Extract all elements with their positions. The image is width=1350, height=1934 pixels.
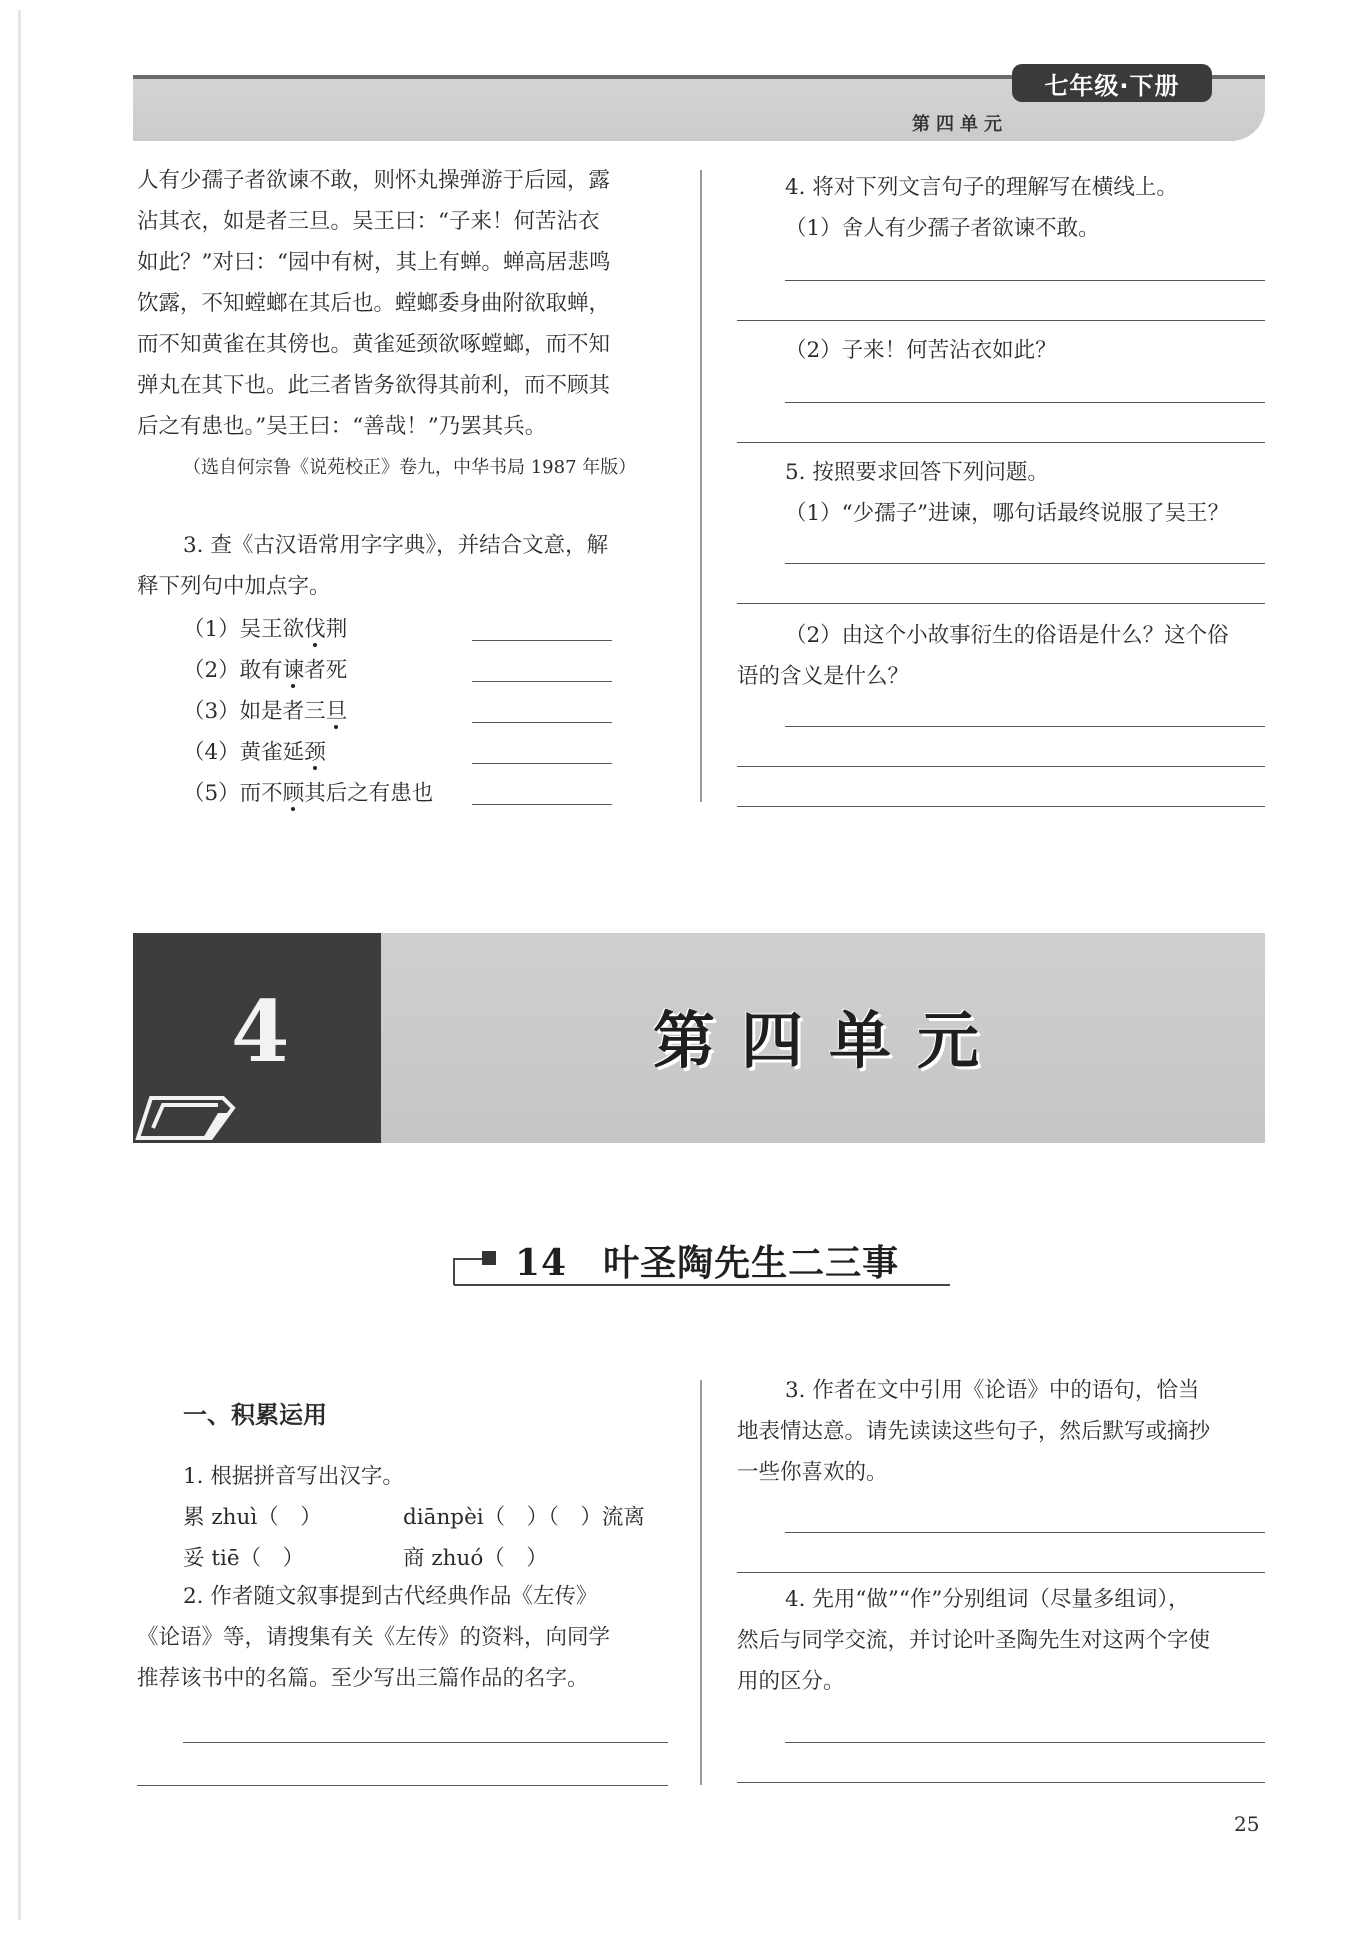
- passage-line: 人有少孺子者欲谏不敢，则怀丸操弹游于后园，露: [137, 168, 611, 193]
- answer-line[interactable]: [785, 1532, 1265, 1533]
- answer-line[interactable]: [737, 766, 1265, 767]
- s1-q2-line: 2. 作者随文叙事提到古代经典作品《左传》: [183, 1584, 598, 1609]
- section-heading: 一、积累运用: [183, 1401, 327, 1429]
- answer-line[interactable]: [472, 804, 612, 805]
- question-3: [137, 525, 677, 607]
- s1-q4-line: 用的区分。: [737, 1669, 845, 1694]
- dotted-char: 伐: [304, 612, 326, 643]
- pinyin-item: 妥 tiē（ ）: [183, 1546, 305, 1571]
- q3-item-text: 者死: [304, 658, 348, 683]
- passage-line: 弹丸在其下也。此三者皆务欲得其前利，而不顾其: [137, 373, 611, 398]
- dotted-char: 颈: [304, 735, 326, 766]
- answer-line[interactable]: [472, 722, 612, 723]
- answer-line[interactable]: [785, 1742, 1265, 1743]
- q4-item-1: （1）舍人有少孺子者欲谏不敢。: [785, 216, 1100, 241]
- s1-q4-line: 然后与同学交流，并讨论叶圣陶先生对这两个字使: [737, 1628, 1211, 1653]
- page-edge: [18, 10, 21, 1920]
- passage-line: 而不知黄雀在其傍也。黄雀延颈欲啄螳螂，而不知: [137, 332, 611, 357]
- s1-q1-title: 1. 根据拼音写出汉字。: [183, 1464, 404, 1489]
- unit-banner: [133, 933, 1265, 1143]
- dotted-char: 谏: [283, 653, 305, 684]
- passage-line: 如此？”对曰：“园中有树，其上有蝉。蝉高居悲鸣: [137, 250, 611, 275]
- q3-item-text: （4）黄雀延: [183, 740, 305, 765]
- dotted-char: 顾: [283, 776, 305, 807]
- s1-question-2: [137, 1576, 677, 1699]
- q3-item-text: （5）而不: [183, 781, 283, 806]
- grade-tab: 七年级·下册: [1012, 64, 1212, 102]
- q3-item-text: 其后之有患也: [304, 781, 434, 806]
- q3-item-3: [183, 694, 347, 725]
- q3-item-4: [183, 735, 326, 766]
- folder-icon: [133, 933, 381, 1143]
- s1-q2-line: 推荐该书中的名篇。至少写出三篇作品的名字。: [137, 1666, 589, 1691]
- answer-line[interactable]: [785, 563, 1265, 564]
- q3-item-5: [183, 776, 433, 807]
- unit-number: 4: [231, 982, 290, 1081]
- s1-q3-line: 一些你喜欢的。: [737, 1460, 888, 1485]
- q5-item-2-line1: （2）由这个小故事衍生的俗语是什么？这个俗: [785, 623, 1229, 648]
- s1-q3-line: 3. 作者在文中引用《论语》中的语句，恰当: [785, 1378, 1200, 1403]
- pinyin-item: diānpèi（ ）（ ）流离: [403, 1505, 645, 1530]
- unit-banner-dark-panel: [133, 933, 381, 1143]
- q5-item-2-line2: 语的含义是什么？: [737, 664, 910, 689]
- q3-item-2: [183, 653, 347, 684]
- q3-line1: 3. 查《古汉语常用字字典》，并结合文意，解: [183, 533, 609, 558]
- q4-item-2: （2）子来！何苦沾衣如此？: [785, 338, 1057, 363]
- passage-citation: （选自何宗鲁《说苑校正》卷九，中华书局 1987 年版）: [183, 457, 637, 478]
- answer-line[interactable]: [472, 763, 612, 764]
- pinyin-item: 累 zhuì（ ）: [183, 1505, 322, 1530]
- answer-line[interactable]: [472, 640, 612, 641]
- q3-item-text: （2）敢有: [183, 658, 283, 683]
- answer-line[interactable]: [785, 402, 1265, 403]
- lesson-title: [515, 1235, 899, 1286]
- q5-title: 5. 按照要求回答下列问题。: [785, 460, 1049, 485]
- answer-line[interactable]: [183, 1742, 668, 1743]
- passage-line: 沾其衣，如是者三旦。吴王曰：“子来！何苦沾衣: [137, 209, 600, 234]
- s1-question-3: [737, 1370, 1267, 1493]
- answer-line[interactable]: [737, 1572, 1265, 1573]
- column-divider: [700, 1380, 702, 1785]
- s1-question-4: [737, 1579, 1267, 1702]
- dotted-char: 旦: [326, 694, 348, 725]
- s1-q2-line: 《论语》等，请搜集有关《左传》的资料，向同学: [137, 1625, 611, 1650]
- s1-q3-line: 地表情达意。请先读读这些句子，然后默写或摘抄: [737, 1419, 1211, 1444]
- answer-line[interactable]: [785, 280, 1265, 281]
- s1-q4-line: 4. 先用“做”“作”分别组词（尽量多组词），: [785, 1587, 1190, 1612]
- passage-line: 饮露，不知螳螂在其后也。螳螂委身曲附欲取蝉，: [137, 291, 611, 316]
- answer-line[interactable]: [737, 442, 1265, 443]
- q3-item-text: 荆: [325, 617, 348, 642]
- q3-item-1: [183, 612, 347, 643]
- q3-item-text: （3）如是者三: [183, 699, 326, 724]
- passage: [137, 160, 677, 488]
- column-divider: [700, 170, 702, 802]
- answer-line[interactable]: [737, 603, 1265, 604]
- answer-line[interactable]: [737, 320, 1265, 321]
- page-number: 25: [1234, 1812, 1260, 1836]
- answer-line[interactable]: [737, 1782, 1265, 1783]
- answer-line[interactable]: [737, 806, 1265, 807]
- answer-line[interactable]: [137, 1785, 668, 1786]
- passage-line: 后之有患也。”吴王曰：“善哉！”乃罢其兵。: [137, 414, 547, 439]
- answer-line[interactable]: [472, 681, 612, 682]
- lesson-number: 14: [515, 1242, 568, 1284]
- square-bullet-icon: [482, 1251, 496, 1265]
- unit-title: 第四单元: [653, 1004, 1006, 1077]
- lesson-name: 叶圣陶先生二三事: [603, 1242, 900, 1284]
- header-unit-label: 第四单元: [912, 114, 1008, 135]
- q4-title: 4. 将对下列文言句子的理解写在横线上。: [785, 175, 1178, 200]
- q3-item-text: （1）吴王欲: [183, 617, 305, 642]
- q5-item-1: （1）“少孺子”进谏，哪句话最终说服了吴王？: [785, 501, 1230, 526]
- pinyin-item: 商 zhuó（ ）: [403, 1546, 548, 1571]
- q3-line2: 释下列句中加点字。: [137, 574, 331, 599]
- answer-line[interactable]: [785, 726, 1265, 727]
